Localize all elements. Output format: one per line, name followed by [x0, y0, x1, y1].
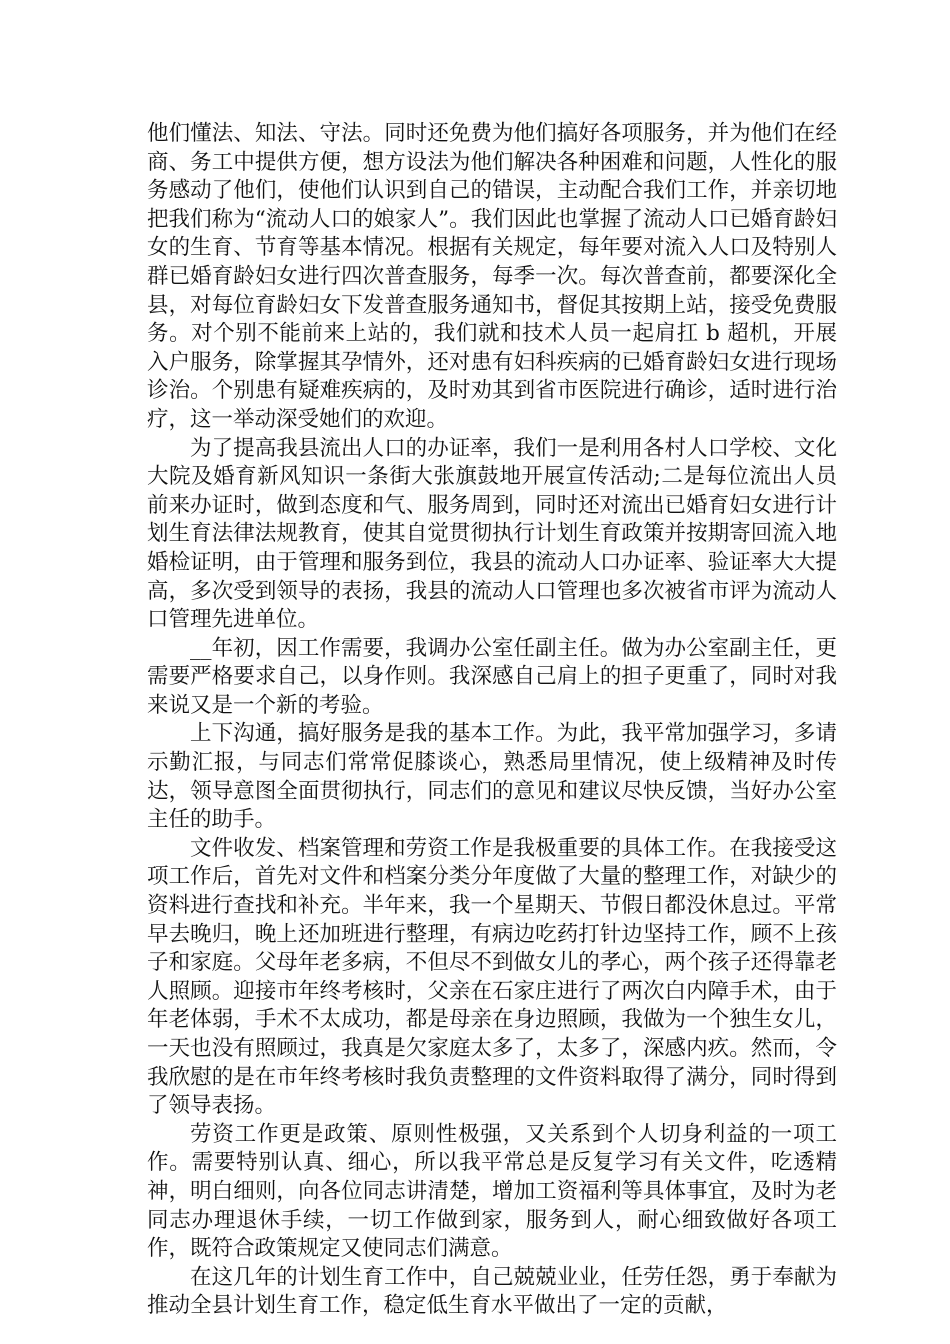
paragraph: 劳资工作更是政策、原则性极强，又关系到个人切身利益的一项工作。需要特别认真、细心，所以我平常总是反复学习有关文件，吃透精神，明白细则，向各位同志讲清楚，增加工资福利等具体事宜，及时为老同志办理退休手续，一切工作做到家，服务到人，耐心细致做好各项工作，既符合政策规定又使同志们满意。: [147, 1121, 837, 1262]
paragraph-continued: 他们懂法、知法、守法。同时还免费为他们搞好各项服务，并为他们在经商、务工中提供方便，想方设法为他们解决各种困难和问题，人性化的服务感动了他们，使他们认识到自己的错误，主动配合我们工作，并亲切地把我们称为“流动人口的娘家人”。我们因此也掌握了流动人口已婚育龄妇女的生育、节育等基本情况。根据有关规定，每年要对流入人口及特别人群已婚育龄妇女进行四次普查服务，每季一次。每次普查前，都要深化全县，对每位育龄妇女下发普查服务通知书，督促其按期上站，接受免费服务。对个别不能前来上站的，我们就和技术人员一起肩扛 b 超机，开展入户服务，除掌握其孕情外，还对患有妇科疾病的已婚育龄妇女进行现场诊治。个别患有疑难疾病的，及时劝其到省市医院进行确诊，适时进行治疗，这一举动深受她们的欢迎。: [147, 121, 837, 432]
paragraph: 在这几年的计划生育工作中，自己兢兢业业，任劳任怨，勇于奉献为推动全县计划生育工作，稳定低生育水平做出了一定的贡献，: [147, 1264, 837, 1319]
paragraph: __年初，因工作需要，我调办公室任副主任。做为办公室副主任，更需要严格要求自己，以身作则。我深感自己肩上的担子更重了，同时对我来说又是一个新的考验。: [147, 635, 837, 718]
paragraph: 文件收发、档案管理和劳资工作是我极重要的具体工作。在我接受这项工作后，首先对文件和档案分类分年度做了大量的整理工作，对缺少的资料进行查找和补充。半年来，我一个星期天、节假日都没休息过。平常早去晚归，晚上还加班进行整理，有病边吃药打针边坚持工作，顾不上孩子和家庭。父母年老多病，不但尽不到做女儿的孝心，两个孩子还得靠老人照顾。迎接市年终考核时，父亲在石家庄进行了两次白内障手术，由于年老体弱，手术不太成功，都是母亲在身边照顾，我做为一个独生女儿，一天也没有照顾过，我真是欠家庭太多了，太多了，深感内疚。然而，令我欣慰的是在市年终考核时我负责整理的文件资料取得了满分，同时得到了领导表扬。: [147, 835, 837, 1119]
paragraph: 为了提高我县流出人口的办证率，我们一是利用各村人口学校、文化大院及婚育新风知识一条街大张旗鼓地开展宣传活动;二是每位流出人员前来办证时，做到态度和气、服务周到，同时还对流出已婚育妇女进行计划生育法律法规教育，使其自觉贯彻执行计划生育政策并按期寄回流入地婚检证明，由于管理和服务到位，我县的流动人口办证率、验证率大大提高，多次受到领导的表扬，我县的流动人口管理也多次被省市评为流动人口管理先进单位。: [147, 435, 837, 633]
document-body: [147, 120, 837, 1321]
paragraph: 上下沟通，搞好服务是我的基本工作。为此，我平常加强学习，多请示勤汇报，与同志们常常促膝谈心，熟悉局里情况，使上级精神及时传达，领导意图全面贯彻执行，同志们的意见和建议尽快反馈，当好办公室主任的助手。: [147, 721, 837, 833]
